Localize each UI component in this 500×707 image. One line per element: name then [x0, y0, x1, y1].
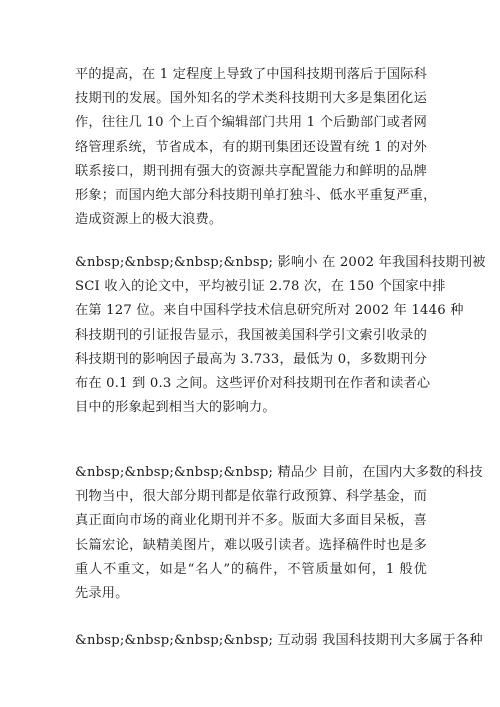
text-line: 形象；而国内绝大部分科技期刊单打独斗、低水平重复严重， — [75, 187, 437, 203]
text-line: SCI 收入的论文中，平均被引证 2.78 次，在 150 个国家中排 — [75, 279, 446, 295]
text-line: 重人不重文，如是“名人”的稿件，不管质量如何，1 般优 — [75, 561, 427, 577]
paragraph-weak-interaction — [75, 629, 483, 653]
paragraph-low-impact — [75, 251, 486, 420]
paragraph-resource-waste — [75, 63, 437, 232]
text-line: 科技期刊的影响因子最高为 3.733，最低为 0，多数期刊分 — [75, 351, 427, 367]
text-line: 在第 127 位。来自中国科学技术信息研究所对 2002 年 1446 种 — [75, 303, 464, 319]
text-line: 造成资源上的极大浪费。 — [75, 212, 223, 228]
text-line: &nbsp;&nbsp;&nbsp;&nbsp; 互动弱 我国科技期刊大多属于各种 — [75, 633, 483, 648]
text-line: 络管理系统，节省成本，有的期刊集团还设置有统 1 的对外 — [75, 139, 428, 155]
text-line: 刊物当中，很大部分期刊都是依靠行政预算、科学基金，而 — [75, 489, 427, 505]
text-line: 布在 0.1 到 0.3 之间。这些评价对科技期刊在作者和读者心 — [75, 375, 431, 391]
text-line: 联系接口，期刊拥有强大的资源共享配置能力和鲜明的品牌 — [75, 163, 427, 179]
text-line: 科技期刊的引证报告显示，我国被美国科学引文索引收录的 — [75, 327, 427, 343]
paragraph-few-quality-journals — [75, 461, 483, 606]
text-line: 长篇宏论，缺精美图片，难以吸引读者。选择稿件时也是多 — [75, 537, 427, 553]
text-line: 目中的形象起到相当大的影响力。 — [75, 400, 276, 416]
text-line: 真正面向市场的商业化期刊并不多。版面大多面目呆板，喜 — [75, 513, 427, 529]
text-line: &nbsp;&nbsp;&nbsp;&nbsp; 精品少 目前，在国内大多数的科技 — [75, 465, 483, 480]
text-line: &nbsp;&nbsp;&nbsp;&nbsp; 影响小 在 2002 年我国科技期刊被 — [75, 255, 486, 270]
text-line: 先录用。 — [75, 585, 129, 601]
text-line: 平的提高，在 1 定程度上导致了中国科技期刊落后于国际科 — [75, 67, 428, 82]
text-line: 技期刊的发展。国外知名的学术类科技期刊大多是集团化运 — [75, 91, 427, 107]
text-line: 作，往往几 10 个上百个编辑部门共用 1 个后勤部门或者网 — [75, 115, 427, 131]
